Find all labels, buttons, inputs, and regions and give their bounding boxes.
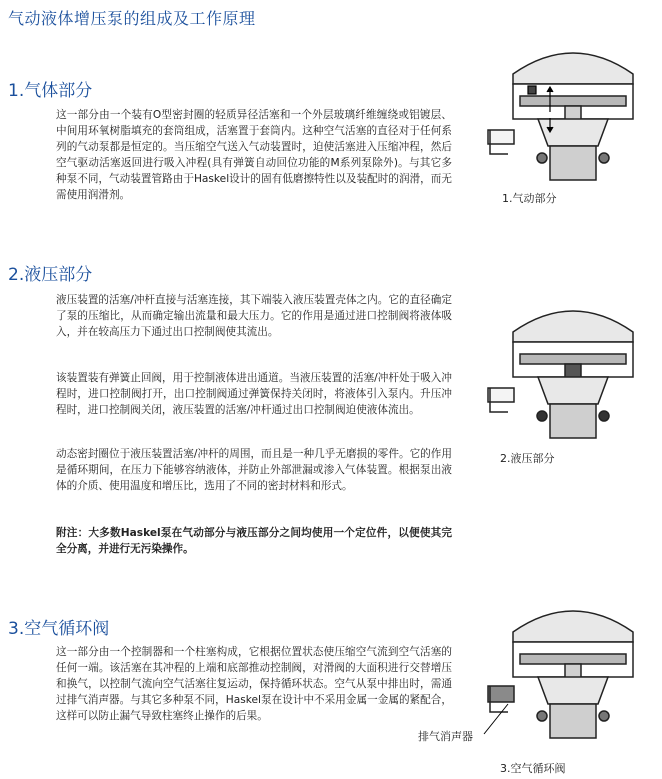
section-hydraulic-paragraph-1: 液压装置的活塞/冲杆直接与活塞连接，其下端装入液压装置壳体之内。它的直径确定了泵的压缩比，从而确定输出流量和最大压力。它的作用是通过进口控制阀将液体吸入，并在较高压力下通过出口控制阀使其流出。	[56, 294, 452, 338]
pneumatic-section-diagram	[478, 34, 658, 184]
section-heading-hydraulic: 2.液压部分	[8, 265, 93, 285]
section-hydraulic-paragraph-2: 该装置装有弹簧止回阀，用于控制液体进出通道。当液压装置的活塞/冲杆处于吸入冲程时，进口控制阀打开，出口控制阀通过弹簧保持关闭时，将液体引入泵内。升压冲程时，进口控制阀关闭，液压装置的活塞/冲杆通过出口控制阀迫使液体流出。	[56, 372, 452, 416]
section-air-valve-paragraph: 这一部分由一个控制器和一个柱塞构成，它根据位置状态使压缩空气流到空气活塞的任何一端。该活塞在其冲程的上端和底部推动控制阀，对滑阀的大面积进行交替增压和换气，以控制气流向空气活塞往复运动，保持循环状态。空气从泵中排出时，需通过排气消声器。与其它多种泵不同，Haskel泵在设计中不采用金属一金属的紧配合，这样可以防止漏气导致柱塞终止操作的后果。	[56, 646, 452, 722]
exhaust-muffler-label: 排气消声器	[418, 730, 473, 743]
hydraulic-section-diagram	[478, 292, 658, 442]
air-cycle-valve-diagram	[478, 592, 658, 752]
figure-caption-air-valve: 3.空气循环阀	[500, 762, 566, 775]
figure-caption-hydraulic: 2.液压部分	[500, 452, 555, 465]
section-hydraulic-note: 附注：大多数Haskel泵在气动部分与液压部分之间均使用一个定位件，以便使其完全分离，并进行无污染操作。	[56, 527, 452, 555]
page-title: 气动液体增压泵的组成及工作原理	[8, 9, 256, 28]
section-heading-gas: 1.气体部分	[8, 81, 93, 101]
section-gas-paragraph: 这一部分由一个装有O型密封圈的轻质异径活塞和一个外层玻璃纤维缠绕或铝镀层、中间用环氧树脂填充的套筒组成，活塞置于套筒内。这种空气活塞的直径对于任何系列的气动泵都是恒定的。当压缩空气送入气动装置时，迫使活塞进入压缩冲程，然后空气驱动活塞返回进行吸入冲程(具有弹簧自动回位功能的M系列泵除外)。与其它多种泵不同，气动装置管路由于Haskel设计的固有低磨擦特性以及装配时的润滑，而无需使用润滑剂。	[56, 109, 452, 201]
section-heading-air-valve: 3.空气循环阀	[8, 619, 110, 639]
section-hydraulic-paragraph-3: 动态密封圈位于液压装置活塞/冲杆的周围，而且是一种几乎无磨损的零件。它的作用是循环期间，在压力下能够容纳液体，并防止外部泄漏或渗入气体装置。根据泵出液体的介质、使用温度和增压比，选用了不同的密封材料和形式。	[56, 448, 452, 492]
figure-caption-gas: 1.气动部分	[502, 192, 557, 205]
